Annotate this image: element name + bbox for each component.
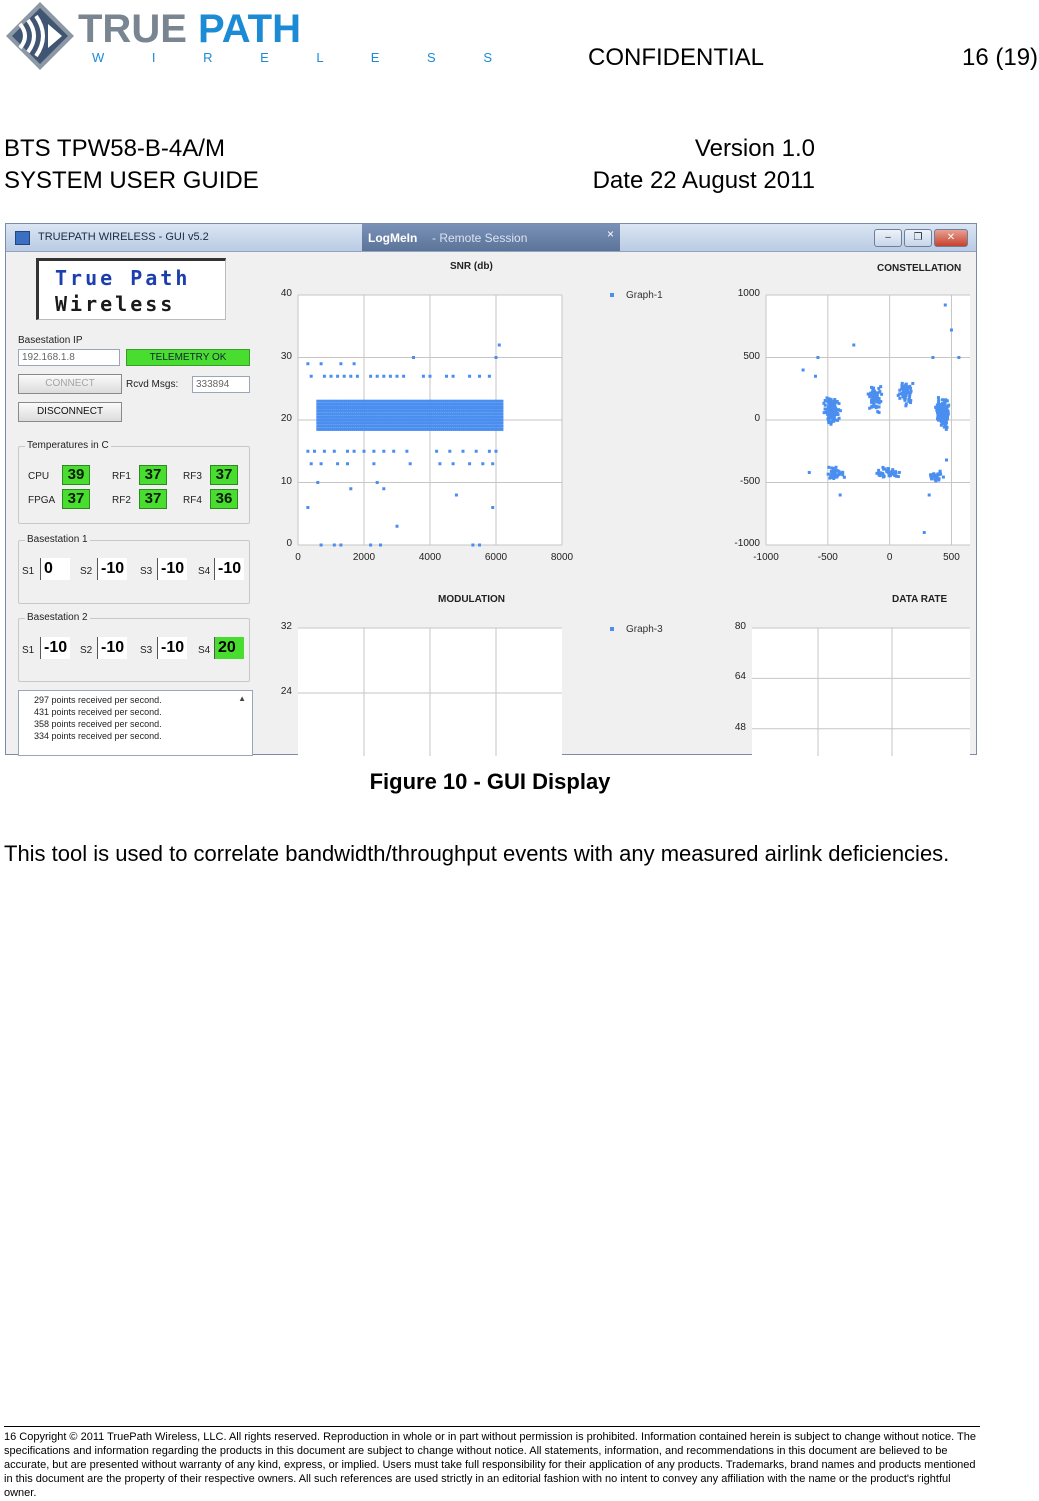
modulation-y-tick: 24: [280, 686, 292, 697]
constellation-point: [830, 467, 833, 470]
constellation-point: [871, 396, 874, 399]
bs1-s3-value: -10: [157, 558, 187, 580]
constellation-point: [894, 470, 897, 473]
constellation-point: [942, 476, 945, 479]
constellation-point: [931, 473, 934, 476]
constellation-point: [908, 385, 911, 388]
snr-point: [333, 450, 336, 453]
constellation-point: [872, 405, 875, 408]
constellation-point: [838, 472, 841, 475]
snr-point: [500, 412, 503, 415]
basestation1-group-label: Basestation 1: [27, 534, 88, 545]
constellation-point: [939, 411, 942, 414]
constellation-x-tick: -500: [817, 552, 838, 563]
snr-point: [438, 462, 441, 465]
restore-icon[interactable]: ❐: [904, 229, 932, 247]
snr-point: [495, 356, 498, 359]
snr-point: [412, 356, 415, 359]
app-logo-line2: Wireless: [55, 292, 176, 316]
snr-point: [306, 506, 309, 509]
snr-point: [500, 415, 503, 418]
constellation-point: [877, 387, 880, 390]
bs2-s4-label: S4: [198, 645, 211, 656]
constellation-point: [830, 398, 833, 401]
bs1-s4-value: -10: [214, 558, 244, 580]
snr-point: [488, 450, 491, 453]
constellation-point: [880, 393, 883, 396]
snr-point: [500, 419, 503, 422]
constellation-point: [939, 404, 942, 407]
snr-y-tick: 40: [280, 288, 292, 299]
fpga-label: FPGA: [28, 495, 56, 506]
constellation-point: [938, 418, 941, 421]
rf1-temp: 37: [139, 465, 167, 485]
constellation-point: [870, 386, 873, 389]
constellation-point: [814, 375, 817, 378]
constellation-point: [908, 396, 911, 399]
snr-point: [500, 406, 503, 409]
snr-point: [313, 450, 316, 453]
constellation-point: [923, 531, 926, 534]
footer-copyright: 16 Copyright © 2011 TruePath Wireless, LLC. All rights reserved. Reproduction in whole or in part without permission is prohibited. Information contained herein is subject to change without notice. The specifications and information regarding the products in this document are subject to change without notice. All statements, information, and recommendations in this document are believed to be accurate, but are presented without warranty of any kind, express, or implied. Users must take full responsibility for their application of any products. Trademarks, brand names and products mentioned in this document are the property of their respective owners. All such references are used strictly in an editorial fashion with no intent to convey any affiliation with the name or the product's rightful owner.: [4, 1431, 976, 1499]
constellation-point: [843, 476, 846, 479]
bs2-s3-value: -10: [157, 637, 187, 659]
snr-point: [336, 462, 339, 465]
constellation-point: [890, 473, 893, 476]
constellation-point: [832, 420, 835, 423]
snr-point: [369, 375, 372, 378]
constellation-point: [945, 406, 948, 409]
bs1-s1-value: 0: [40, 558, 70, 580]
bs1-s1-label: S1: [22, 566, 35, 577]
constellation-point: [828, 414, 831, 417]
datarate-y-tick: 64: [734, 671, 746, 683]
body-paragraph: This tool is used to correlate bandwidth/throughput events with any measured airlink deficiencies.: [4, 841, 950, 866]
constellation-point: [898, 471, 901, 474]
log-line: 358 points received per second.: [34, 719, 162, 729]
log-line: 297 points received per second.: [34, 695, 162, 705]
snr-point: [478, 375, 481, 378]
rf1-label: RF1: [112, 471, 131, 482]
constellation-point: [946, 414, 949, 417]
constellation-point: [875, 394, 878, 397]
constellation-point: [897, 475, 900, 478]
snr-point: [481, 462, 484, 465]
logo-brand-path: PATH: [198, 7, 301, 51]
snr-point: [435, 450, 438, 453]
snr-point: [445, 375, 448, 378]
snr-point: [475, 450, 478, 453]
snr-point: [323, 450, 326, 453]
gui-screenshot: [5, 223, 977, 755]
confidential-label: CONFIDENTIAL: [588, 44, 765, 71]
constellation-point: [836, 474, 839, 477]
constellation-point: [898, 397, 901, 400]
constellation-point: [852, 344, 855, 347]
fpga-temp: 37: [62, 489, 90, 509]
constellation-x-tick: 0: [886, 552, 893, 563]
doc-code: BTS TPW58-B-4A/M: [4, 135, 225, 162]
constellation-point: [875, 405, 878, 408]
snr-point: [372, 450, 375, 453]
constellation-point: [824, 407, 827, 410]
constellation-point: [903, 399, 906, 402]
constellation-point: [875, 472, 878, 475]
snr-point: [349, 487, 352, 490]
constellation-point: [829, 474, 832, 477]
snr-point: [462, 450, 465, 453]
snr-point: [382, 450, 385, 453]
snr-point: [310, 462, 313, 465]
constellation-point: [931, 356, 934, 359]
constellation-point: [878, 405, 881, 408]
constellation-point: [837, 408, 840, 411]
close-icon[interactable]: ✕: [934, 229, 968, 247]
snr-y-tick: 0: [286, 538, 292, 549]
rcvd-msgs-label: Rcvd Msgs:: [126, 379, 179, 390]
constellation-point: [833, 401, 836, 404]
constellation-point: [898, 389, 901, 392]
snr-point: [452, 375, 455, 378]
snr-point: [316, 481, 319, 484]
app-logo-line1: True Path: [55, 266, 191, 290]
constellation-point: [836, 469, 839, 472]
constellation-x-tick: 500: [943, 552, 960, 563]
constellation-point: [937, 473, 940, 476]
snr-point: [353, 450, 356, 453]
telemetry-status: TELEMETRY OK: [126, 349, 250, 366]
snr-point: [498, 344, 501, 347]
snr-x-tick: 4000: [418, 552, 442, 563]
constellation-point: [908, 393, 911, 396]
snr-point: [392, 450, 395, 453]
constellation-point: [841, 471, 844, 474]
constellation-point: [873, 400, 876, 403]
snr-y-tick: 20: [280, 413, 292, 424]
modulation-chart-title: MODULATION: [438, 594, 506, 605]
snr-point: [372, 462, 375, 465]
rf3-temp: 37: [210, 465, 238, 485]
snr-point: [382, 487, 385, 490]
constellation-point: [839, 494, 842, 497]
snr-point: [353, 362, 356, 365]
rf2-temp: 37: [139, 489, 167, 509]
rf3-label: RF3: [183, 471, 202, 482]
constellation-point: [950, 329, 953, 332]
disconnect-button[interactable]: DISCONNECT: [18, 402, 122, 422]
snr-point: [369, 544, 372, 547]
bs1-s4-label: S4: [198, 566, 211, 577]
constellation-point: [935, 477, 938, 480]
constellation-point: [826, 396, 829, 399]
bs2-s1-label: S1: [22, 645, 35, 656]
constellation-point: [937, 396, 940, 399]
snr-point: [323, 375, 326, 378]
constellation-point: [833, 416, 836, 419]
snr-point: [468, 375, 471, 378]
datarate-chart-title: DATA RATE: [892, 594, 948, 605]
snr-point: [491, 506, 494, 509]
logo-sub: W I R E L E S S: [92, 50, 514, 65]
constellation-point: [941, 422, 944, 425]
bs2-s4-value: 20: [214, 637, 244, 659]
snr-point: [500, 422, 503, 425]
constellation-point: [826, 400, 829, 403]
constellation-point: [802, 369, 805, 372]
constellation-point: [893, 474, 896, 477]
constellation-point: [827, 419, 830, 422]
constellation-point: [957, 356, 960, 359]
constellation-point: [827, 410, 830, 413]
snr-x-tick: 2000: [352, 552, 376, 563]
constellation-point: [827, 466, 830, 469]
snr-point: [402, 375, 405, 378]
constellation-point: [911, 382, 914, 385]
constellation-point: [824, 399, 827, 402]
constellation-point: [838, 417, 841, 420]
snr-point: [389, 375, 392, 378]
doc-date: Date 22 August 2011: [592, 167, 815, 194]
doc-version: Version 1.0: [694, 135, 815, 162]
snr-point: [349, 375, 352, 378]
scroll-up-icon[interactable]: ▲: [238, 694, 246, 703]
snr-point: [491, 462, 494, 465]
snr-point: [455, 494, 458, 497]
constellation-x-tick: -1000: [753, 552, 779, 563]
constellation-point: [808, 471, 811, 474]
constellation-point: [937, 399, 940, 402]
snr-point: [330, 375, 333, 378]
footer-rule: [4, 1426, 980, 1427]
constellation-y-tick: 500: [743, 350, 760, 362]
snr-point: [343, 375, 346, 378]
constellation-point: [827, 473, 830, 476]
constellation-point: [938, 477, 941, 480]
constellation-point: [943, 403, 946, 406]
temperatures-group-label: Temperatures in C: [27, 440, 109, 451]
rf2-label: RF2: [112, 495, 131, 506]
constellation-point: [937, 408, 940, 411]
constellation-point: [946, 418, 949, 421]
bs1-s3-label: S3: [140, 566, 153, 577]
log-line: 334 points received per second.: [34, 731, 162, 741]
snr-point: [320, 544, 323, 547]
logmein-close-icon[interactable]: ×: [606, 227, 614, 241]
constellation-point: [909, 399, 912, 402]
constellation-point: [941, 398, 944, 401]
constellation-point: [904, 393, 907, 396]
snr-point: [500, 400, 503, 403]
snr-point: [339, 544, 342, 547]
snr-point: [376, 481, 379, 484]
snr-point: [468, 462, 471, 465]
snr-point: [310, 375, 313, 378]
snr-point: [396, 525, 399, 528]
snr-point: [422, 375, 425, 378]
snr-point: [500, 428, 503, 431]
snr-point: [500, 403, 503, 406]
snr-point: [320, 362, 323, 365]
snr-point: [495, 450, 498, 453]
snr-point: [346, 462, 349, 465]
datarate-y-tick: 48: [734, 721, 746, 733]
rcvd-msgs-value: 333894: [192, 376, 250, 393]
cpu-label: CPU: [28, 471, 50, 482]
page-number: 16 (19): [962, 44, 1039, 71]
constellation-point: [904, 404, 907, 407]
bs1-s2-label: S2: [80, 566, 93, 577]
constellation-point: [930, 477, 933, 480]
snr-point: [333, 544, 336, 547]
constellation-point: [947, 404, 950, 407]
snr-chart-title: SNR (db): [450, 261, 493, 272]
constellation-point: [934, 406, 937, 409]
ip-input[interactable]: 192.168.1.8: [18, 349, 120, 366]
snr-point: [500, 409, 503, 412]
snr-point: [452, 462, 455, 465]
basestation-ip-label: Basestation IP: [18, 335, 83, 346]
constellation-point: [945, 459, 948, 462]
connect-button[interactable]: CONNECT: [18, 374, 122, 394]
constellation-point: [837, 402, 840, 405]
constellation-point: [901, 385, 904, 388]
constellation-y-tick: 1000: [737, 288, 760, 299]
snr-point: [471, 544, 474, 547]
truepath-logo: [4, 0, 514, 80]
snr-point: [306, 450, 309, 453]
snr-x-tick: 8000: [550, 552, 574, 563]
constellation-chart-title: CONSTELLATION: [877, 263, 962, 274]
constellation-point: [901, 382, 904, 385]
snr-x-tick: 6000: [484, 552, 508, 563]
rf4-label: RF4: [183, 495, 202, 506]
charts-canvas: [6, 224, 978, 756]
minimize-icon[interactable]: –: [874, 229, 902, 247]
basestation2-group-label: Basestation 2: [27, 612, 88, 623]
snr-point: [409, 462, 412, 465]
logmein-title: LogMeIn: [368, 231, 418, 245]
log-line: 431 points received per second.: [34, 707, 162, 717]
logo-brand-true: TRUE: [78, 7, 187, 51]
snr-point: [396, 375, 399, 378]
logmein-subtitle: - Remote Session: [432, 231, 528, 245]
constellation-point: [829, 423, 832, 426]
constellation-point: [943, 417, 946, 420]
constellation-point: [832, 477, 835, 480]
rf4-temp: 36: [210, 489, 238, 509]
constellation-point: [873, 391, 876, 394]
snr-point: [405, 450, 408, 453]
snr-legend-label: Graph-1: [626, 290, 663, 301]
constellation-point: [834, 471, 837, 474]
bs2-s3-label: S3: [140, 645, 153, 656]
snr-point: [478, 544, 481, 547]
constellation-y-tick: -500: [739, 475, 760, 487]
bs2-s2-label: S2: [80, 645, 93, 656]
constellation-point: [939, 470, 942, 473]
constellation-point: [944, 304, 947, 307]
logo-emblem-icon: [6, 2, 74, 70]
constellation-y-tick: 0: [754, 413, 760, 424]
constellation-point: [882, 475, 885, 478]
constellation-point: [945, 428, 948, 431]
constellation-point: [816, 356, 819, 359]
figure-caption: Figure 10 - GUI Display: [369, 769, 611, 794]
datarate-plot-bg: [752, 628, 970, 756]
constellation-point: [928, 494, 931, 497]
doc-title: SYSTEM USER GUIDE: [4, 167, 259, 194]
snr-point: [336, 375, 339, 378]
datarate-y-tick: 80: [734, 621, 746, 632]
snr-point: [306, 362, 309, 365]
snr-point: [320, 462, 323, 465]
constellation-point: [886, 470, 889, 473]
snr-point: [339, 362, 342, 365]
constellation-point: [943, 409, 946, 412]
snr-point: [346, 450, 349, 453]
bs2-s1-value: -10: [40, 637, 70, 659]
bs1-s2-value: -10: [97, 558, 127, 580]
snr-x-tick: 0: [295, 552, 301, 563]
snr-y-tick: 10: [280, 475, 292, 487]
snr-point: [363, 450, 366, 453]
snr-point: [488, 375, 491, 378]
constellation-point: [877, 391, 880, 394]
snr-point: [429, 375, 432, 378]
snr-point: [500, 425, 503, 428]
constellation-point: [833, 398, 836, 401]
snr-point: [379, 544, 382, 547]
constellation-point: [876, 410, 879, 413]
constellation-point: [822, 402, 825, 405]
snr-point: [376, 375, 379, 378]
constellation-point: [833, 403, 836, 406]
constellation-point: [891, 470, 894, 473]
modulation-legend-label: Graph-3: [626, 624, 663, 635]
snr-point: [382, 375, 385, 378]
constellation-point: [882, 468, 885, 471]
constellation-point: [943, 413, 946, 416]
snr-point: [356, 375, 359, 378]
doc-id-block: [4, 133, 259, 197]
snr-y-tick: 30: [280, 350, 292, 362]
snr-point: [448, 450, 451, 453]
bs2-s2-value: -10: [97, 637, 127, 659]
doc-version-block: [560, 133, 815, 197]
constellation-point: [887, 468, 890, 471]
constellation-y-tick: -1000: [734, 538, 760, 549]
window-title: TRUEPATH WIRELESS - GUI v5.2: [38, 231, 209, 243]
constellation-point: [900, 392, 903, 395]
cpu-temp: 39: [62, 465, 90, 485]
constellation-point: [905, 385, 908, 388]
constellation-point: [833, 409, 836, 412]
modulation-y-tick: 32: [280, 621, 292, 632]
